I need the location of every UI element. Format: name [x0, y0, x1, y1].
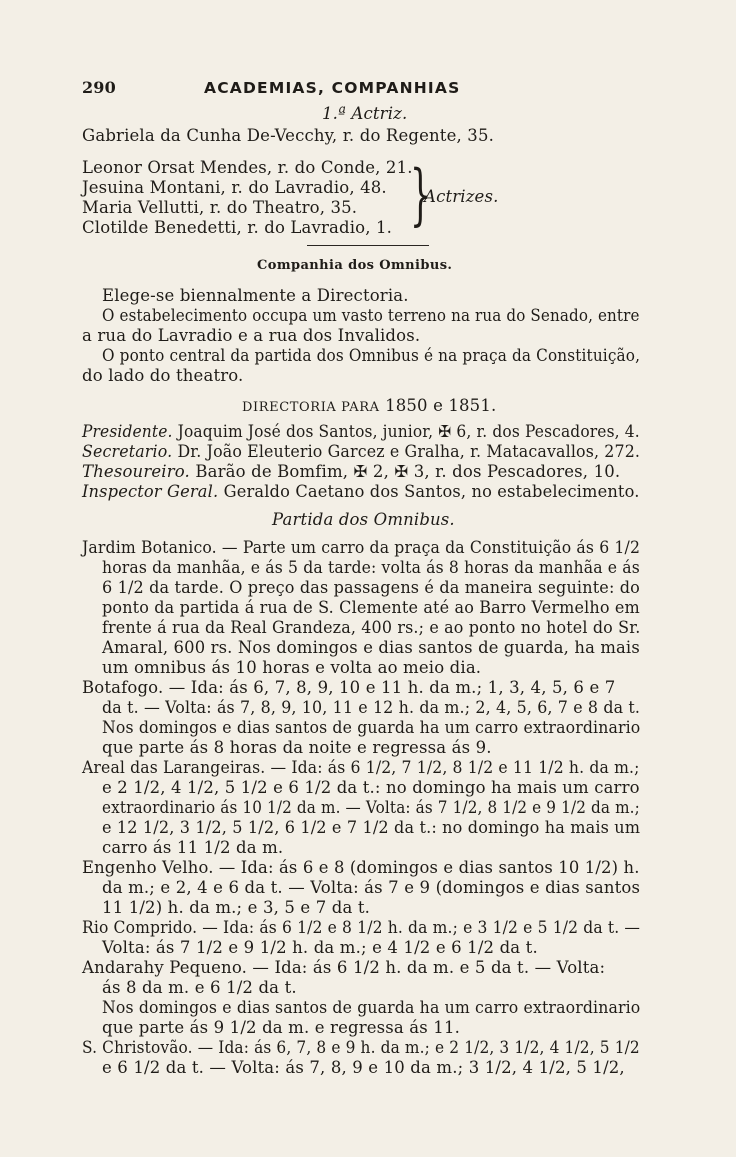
departure-line: que parte ás 9 1/2 da m. e regressa ás 11. [102, 1018, 460, 1037]
first-actress-heading: 1.ª Actriz. [322, 104, 408, 123]
member-text: Dr. João Eleuterio Garcez e Gralha, r. Matacavallos, 272. [177, 442, 641, 461]
member-text: Barão de Bomfim, ✠ 2, ✠ 3, r. dos Pescadores, 10. [195, 462, 621, 481]
member-role: Secretario. [82, 442, 173, 461]
running-title: ACADEMIAS, COMPANHIAS [204, 79, 461, 97]
departure-line: Engenho Velho. — Ida: ás 6 e 8 (domingos e dias santos 10 1/2) h. [82, 858, 640, 877]
right-brace: } [410, 156, 431, 233]
departure-line: horas da manhãa, e ás 5 da tarde: volta ás 8 horas da manhãa e ás [102, 558, 640, 577]
departure-line: Volta: ás 7 1/2 e 9 1/2 h. da m.; e 4 1/2 e 6 1/2 da t. [102, 938, 538, 957]
departure-line: que parte ás 8 horas da noite e regressa ás 9. [102, 738, 492, 757]
member-role: Thesoureiro. [82, 462, 190, 481]
departure-line: Nos domingos e dias santos de guarda ha um carro extraordinario [102, 718, 641, 737]
directory-member [82, 482, 640, 502]
departure-line: da t. — Volta: ás 7, 8, 9, 10, 11 e 12 h. da m.; 2, 4, 5, 6, 7 e 8 da t. [102, 698, 641, 717]
company-paragraph-line: a rua do Lavradio e a rua dos Invalidos. [82, 326, 421, 345]
actress-entry: Leonor Orsat Mendes, r. do Conde, 21. [82, 158, 413, 177]
company-paragraph-line: O ponto central da partida dos Omnibus é na praça da Constituição, [102, 346, 641, 365]
departure-line: Nos domingos e dias santos de guarda ha um carro extraordinario [102, 998, 641, 1017]
company-paragraph-line: do lado do theatro. [82, 366, 244, 385]
member-role: Inspector Geral. [82, 482, 219, 501]
departure-line: Jardim Botanico. — Parte um carro da praça da Constituição ás 6 1/2 [82, 538, 641, 557]
company-title: Companhia dos Omnibus. [257, 258, 453, 273]
departures-title: Partida dos Omnibus. [272, 510, 455, 529]
directory-title-prefix: DIRECTORIA PARA [242, 400, 380, 415]
departure-line: e 12 1/2, 3 1/2, 5 1/2, 6 1/2 e 7 1/2 da t.: no domingo ha mais um [102, 818, 641, 837]
departure-line: Rio Comprido. — Ida: ás 6 1/2 e 8 1/2 h. da m.; e 3 1/2 e 5 1/2 da t. — [82, 918, 641, 937]
directory-title [242, 396, 496, 418]
company-paragraph-line: O estabelecimento occupa um vasto terreno na rua do Senado, entre [102, 306, 640, 325]
departure-line: ás 8 da m. e 6 1/2 da t. [102, 978, 297, 997]
member-text: Joaquim José dos Santos, junior, ✠ 6, r. dos Pescadores, 4. [177, 422, 640, 441]
directory-member [82, 422, 640, 442]
company-paragraph-line: Elege-se biennalmente a Directoria. [102, 286, 409, 305]
departure-line: Areal das Larangeiras. — Ida: ás 6 1/2, 7 1/2, 8 1/2 e 11 1/2 h. da m.; [82, 758, 640, 777]
departure-line: da m.; e 2, 4 e 6 da t. — Volta: ás 7 e 9 (domingos e dias santos [102, 878, 641, 897]
brace-label: Actrizes. [424, 187, 499, 206]
departure-line: ponto da partida á rua de S. Clemente até ao Barro Vermelho em [102, 598, 640, 617]
departure-line: e 2 1/2, 4 1/2, 5 1/2 e 6 1/2 da t.: no domingo ha mais um carro [102, 778, 640, 797]
departure-line: Botafogo. — Ida: ás 6, 7, 8, 9, 10 e 11 h. da m.; 1, 3, 4, 5, 6 e 7 [82, 678, 616, 697]
departure-line: frente á rua da Real Grandeza, 400 rs.; e ao ponto no hotel do Sr. [102, 618, 641, 637]
directory-member [82, 462, 620, 482]
departure-line: 6 1/2 da tarde. O preço das passagens é da maneira seguinte: do [102, 578, 640, 597]
actress-entry: Maria Vellutti, r. do Theatro, 35. [82, 198, 358, 217]
first-actress-entry: Gabriela da Cunha De-Vecchy, r. do Regente, 35. [82, 126, 494, 145]
departure-line: um omnibus ás 10 horas e volta ao meio dia. [102, 658, 482, 677]
member-text: Geraldo Caetano dos Santos, no estabelecimento. [223, 482, 640, 501]
departure-line: S. Christovão. — Ida: ás 6, 7, 8 e 9 h. da m.; e 2 1/2, 3 1/2, 4 1/2, 5 1/2 [82, 1038, 640, 1057]
departure-line: e 6 1/2 da t. — Volta: ás 7, 8, 9 e 10 da m.; 3 1/2, 4 1/2, 5 1/2, [102, 1058, 625, 1077]
actress-entry: Jesuina Montani, r. do Lavradio, 48. [82, 178, 387, 197]
departure-line: extraordinario ás 10 1/2 da m. — Volta: ás 7 1/2, 8 1/2 e 9 1/2 da m.; [102, 798, 640, 817]
departure-line: carro ás 11 1/2 da m. [102, 838, 284, 857]
member-role: Presidente. [82, 422, 173, 441]
actress-entry: Clotilde Benedetti, r. do Lavradio, 1. [82, 218, 393, 237]
departure-line: Andarahy Pequeno. — Ida: ás 6 1/2 h. da m. e 5 da t. — Volta: [82, 958, 606, 977]
directory-title-years: 1850 e 1851. [385, 396, 497, 415]
departure-line: 11 1/2) h. da m.; e 3, 5 e 7 da t. [102, 898, 371, 917]
directory-member [82, 442, 640, 462]
section-divider [307, 245, 429, 246]
departure-line: Amaral, 600 rs. Nos domingos e dias santos de guarda, ha mais [102, 638, 640, 657]
page-number: 290 [82, 78, 116, 97]
